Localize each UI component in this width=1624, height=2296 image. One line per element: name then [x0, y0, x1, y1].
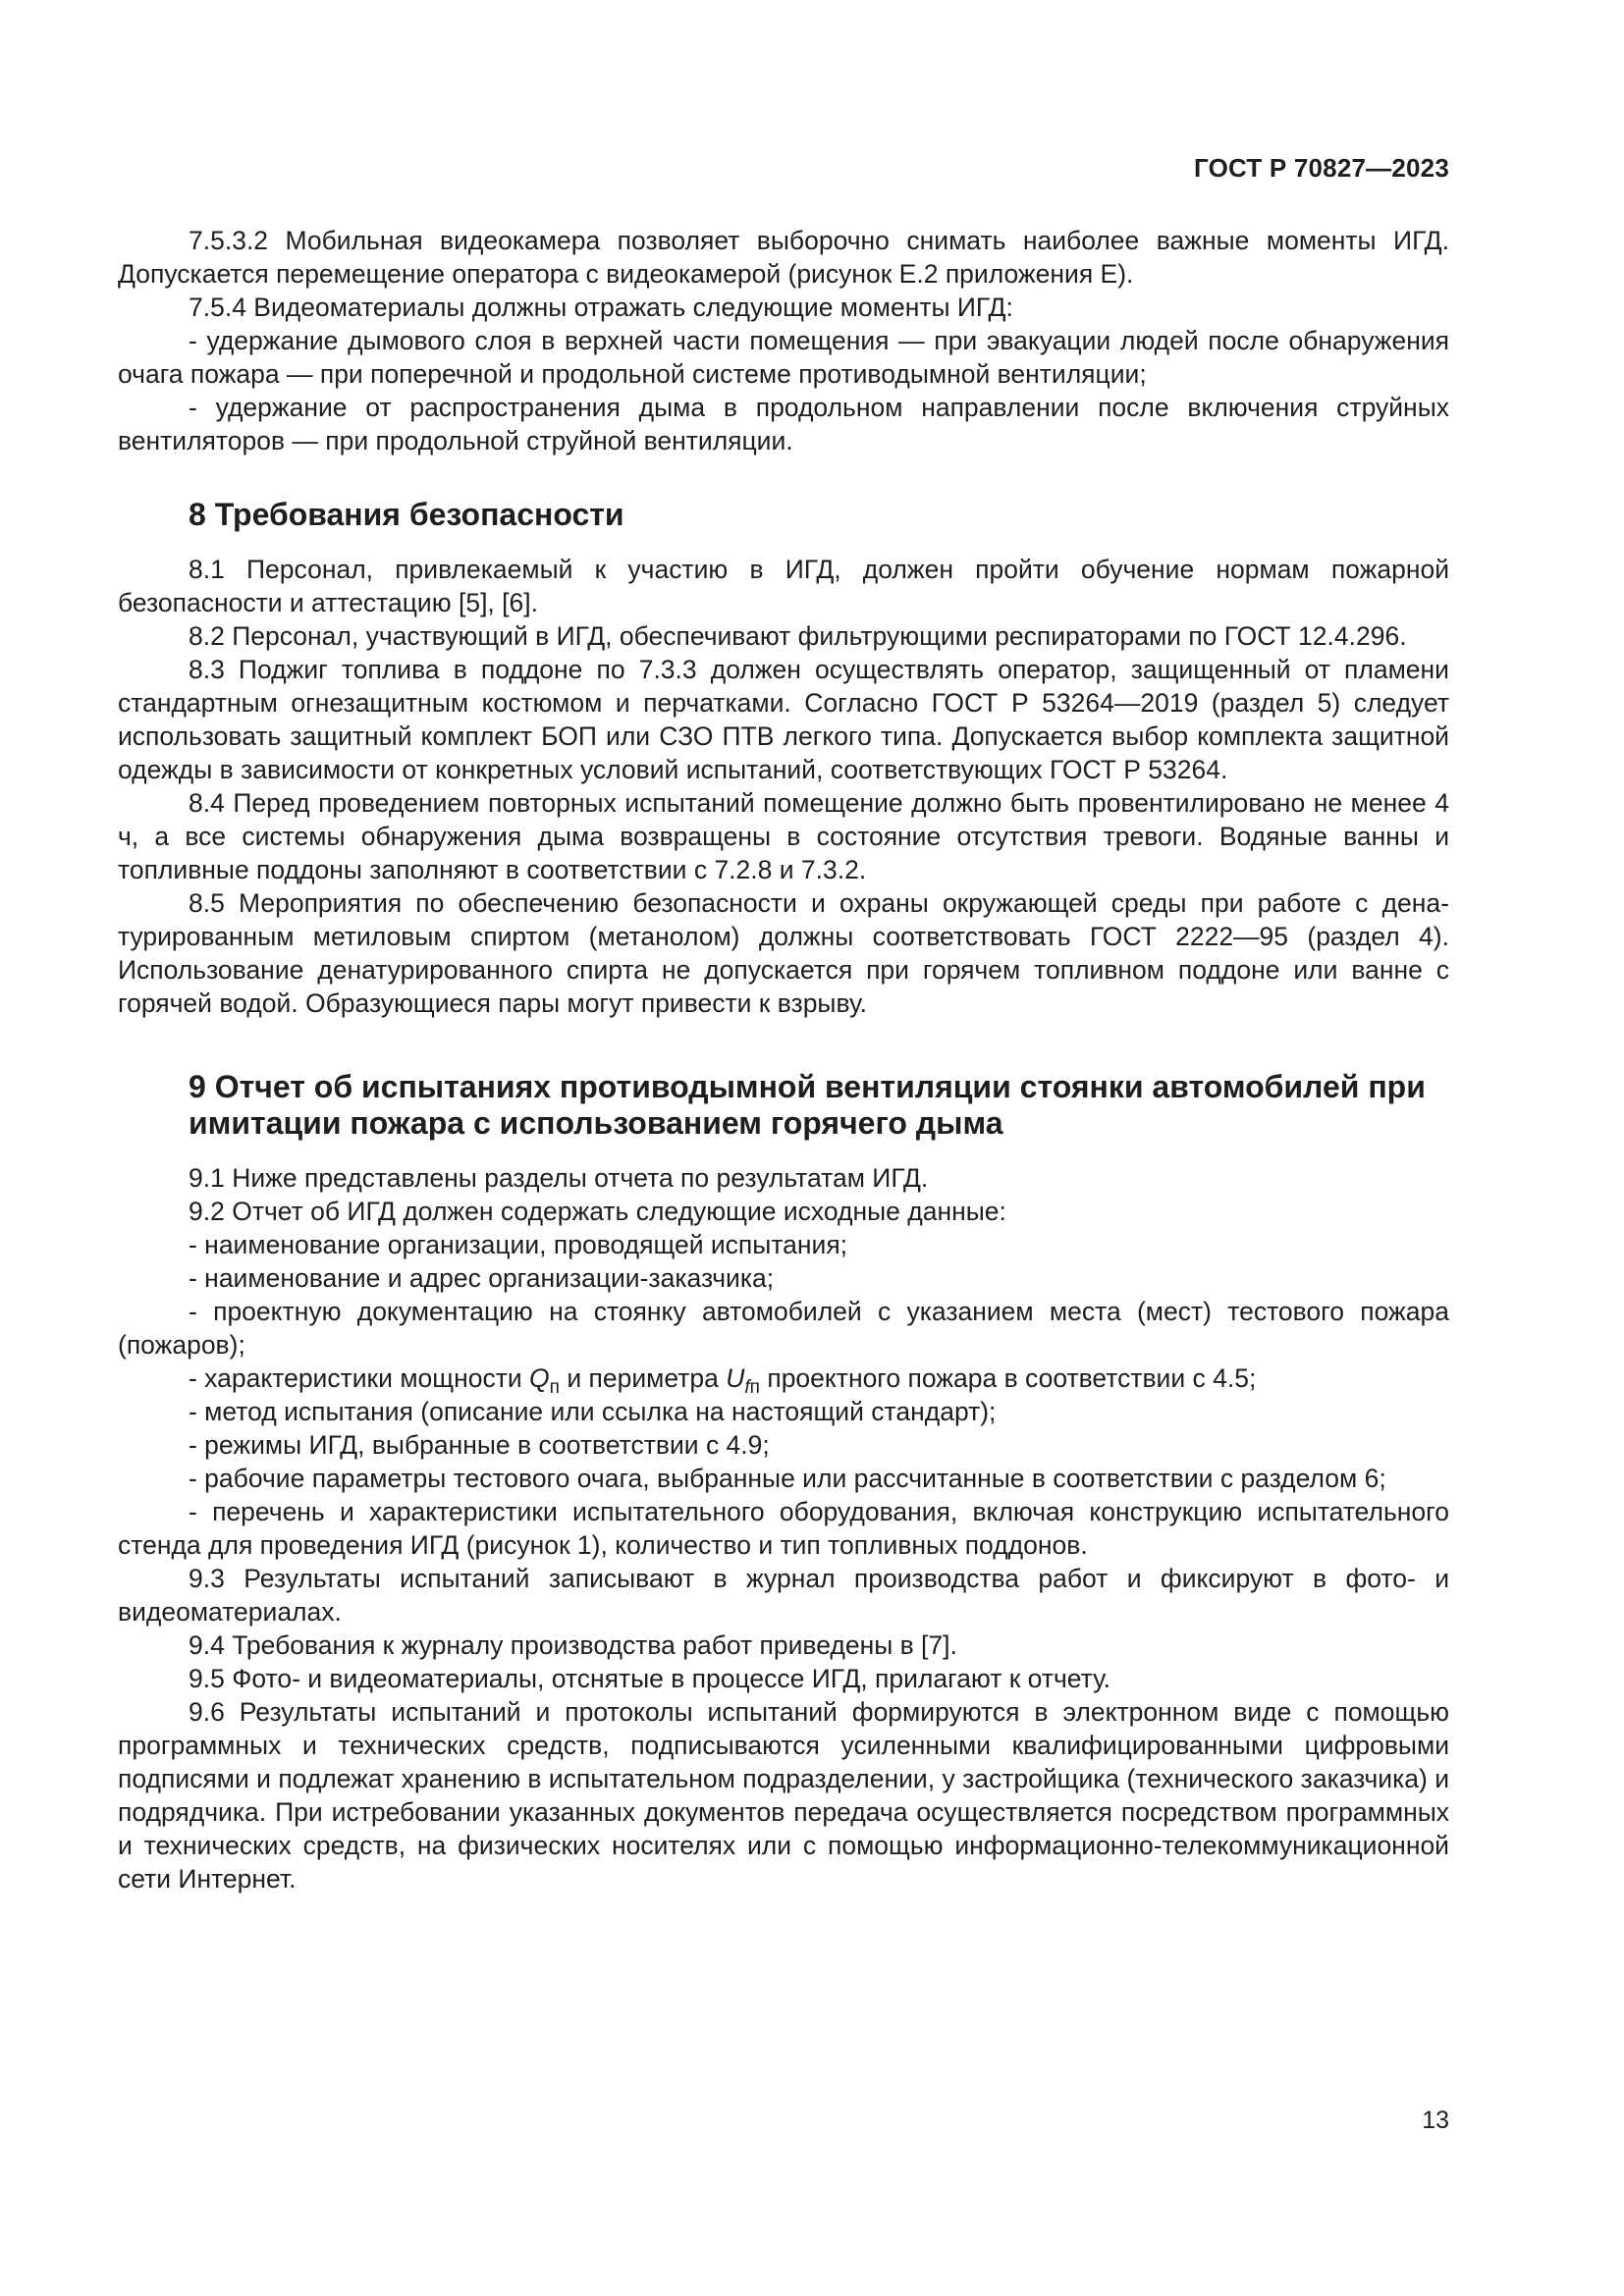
- list-item-modes: - режимы ИГД, выбранные в соответствии с 4.9;: [189, 1430, 770, 1460]
- symbol-q-subscript: п: [549, 1377, 560, 1399]
- symbol-q: Q: [529, 1363, 550, 1393]
- symbol-u: U: [726, 1363, 745, 1393]
- paragraph-7-5-3-2: 7.5.3.2 Мобильная видеокамера позволяет выборочно снимать наиболее важные моменты ИГД. Допускается перемещение оператора с видеокамерой (рисунок Е.2 приложения Е).: [118, 226, 1449, 289]
- section-heading-8: 8 Требования безопасности: [189, 497, 624, 532]
- document-header-id: ГОСТ Р 70827—2023: [1194, 153, 1449, 183]
- document-body: [118, 224, 1449, 1896]
- list-item-equipment: - перечень и характеристики испытательного оборудования, включая конструкцию испытательного стенда для проведения ИГД (рисунок 1), количество и тип топливных поддонов.: [118, 1497, 1449, 1560]
- page-number: 13: [1422, 2107, 1449, 2134]
- paragraph-7-5-4: 7.5.4 Видеоматериалы должны отражать следующие моменты ИГД:: [189, 293, 1013, 322]
- list-item-fire-characteristics: [118, 1362, 1449, 1399]
- paragraph-9-4: 9.4 Требования к журналу производства работ приведены в [7].: [189, 1630, 957, 1660]
- paragraph-8-3: 8.3 Поджиг топлива в поддоне по 7.3.3 должен осуществлять оператор, защищенный от пламени стандартным огнезащитным костюмом и перчатками. Согласно ГОСТ Р 53264—2019 (раздел 5) следует использовать защитный комплект БОП или СЗО ПТВ легкого типа. Допускается выбор комплекта защитной одежды в зависимости от конкретных условий испытаний, соответствующих ГОСТ Р 53264.: [118, 655, 1449, 784]
- list-item-smoke-spread: - удержание от распространения дыма в продольном направлении после включения струйных вентиляторов — при продольной струйной вентиляции.: [118, 393, 1449, 455]
- paragraph-8-4: 8.4 Перед проведением повторных испытаний помещение должно быть провентилировано не менее 4 ч, а все системы обнаружения дыма возвращены в состояние отсутствия тревоги. Водяные ванны и топливные поддоны заполняют в соответствии с 7.2.8 и 7.3.2.: [118, 788, 1449, 884]
- list-item-smoke-layer: - удержание дымового слоя в верхней части помещения — при эвакуации людей после обнаружения очага пожара — при поперечной и продольной системе противодымной вентиляции;: [118, 326, 1449, 389]
- paragraph-8-5: 8.5 Мероприятия по обеспечению безопасности и охраны окружающей среды при работе с денатурированным метиловым спиртом (метанолом) должны соответствовать ГОСТ 2222—95 (раздел 4). Использование денатурированного спирта не допускается при горячем топливном поддоне или ванне с горячей водой. Образующиеся пары могут привести к взрыву.: [118, 888, 1449, 1018]
- paragraph-9-6: 9.6 Результаты испытаний и протоколы испытаний формируются в электронном виде с помощью программных и технических средств, подписываются усиленными квалифицированными цифровыми подписями и подлежат хранению в испытательном подразделении, у застройщика (технического заказчика) и подрядчика. При истребовании указанных документов передача осуществляется посредством программных и технических средств, на физических носителях или с помощью информационно-телекоммуникационной сети Интернет.: [118, 1697, 1449, 1894]
- paragraph-8-2: 8.2 Персонал, участвующий в ИГД, обеспечивают фильтрующими респираторами по ГОСТ 12.4.296.: [189, 621, 1407, 651]
- symbol-u-subscript-n: п: [749, 1377, 760, 1399]
- list-item-customer: - наименование и адрес организации-заказчика;: [189, 1263, 775, 1293]
- paragraph-8-1: 8.1 Персонал, привлекаемый к участию в ИГД, должен пройти обучение нормам пожарной безопасности и аттестацию [5], [6].: [118, 555, 1449, 617]
- power-item-pre: - характеристики мощности: [189, 1363, 529, 1393]
- paragraph-9-1: 9.1 Ниже представлены разделы отчета по результатам ИГД.: [189, 1163, 929, 1193]
- symbol-u-subscript-f: f: [744, 1377, 750, 1399]
- list-item-project-docs: - проектную документацию на стоянку автомобилей с указанием места (мест) тестового пожара (пожаров);: [118, 1297, 1449, 1360]
- paragraph-9-5: 9.5 Фото- и видеоматериалы, отснятые в процессе ИГД, прилагают к отчету.: [189, 1664, 1111, 1693]
- paragraph-9-2: 9.2 Отчет об ИГД должен содержать следующие исходные данные:: [189, 1197, 1006, 1226]
- power-item-mid: и периметра: [559, 1363, 727, 1393]
- section-heading-9: 9 Отчет об испытаниях противодымной вентиляции стоянки автомобилей при имитации пожара с использованием горячего дыма: [189, 1069, 1426, 1141]
- list-item-test-method: - метод испытания (описание или ссылка на настоящий стандарт);: [189, 1397, 997, 1426]
- paragraph-9-3: 9.3 Результаты испытаний записывают в журнал производства работ и фиксируют в фото- и видеоматериалах.: [118, 1564, 1449, 1627]
- list-item-organization: - наименование организации, проводящей испытания;: [189, 1230, 848, 1259]
- list-item-parameters: - рабочие параметры тестового очага, выбранные или рассчитанные в соответствии с разделом 6;: [189, 1464, 1386, 1493]
- power-item-post: проектного пожара в соответствии с 4.5;: [759, 1363, 1257, 1393]
